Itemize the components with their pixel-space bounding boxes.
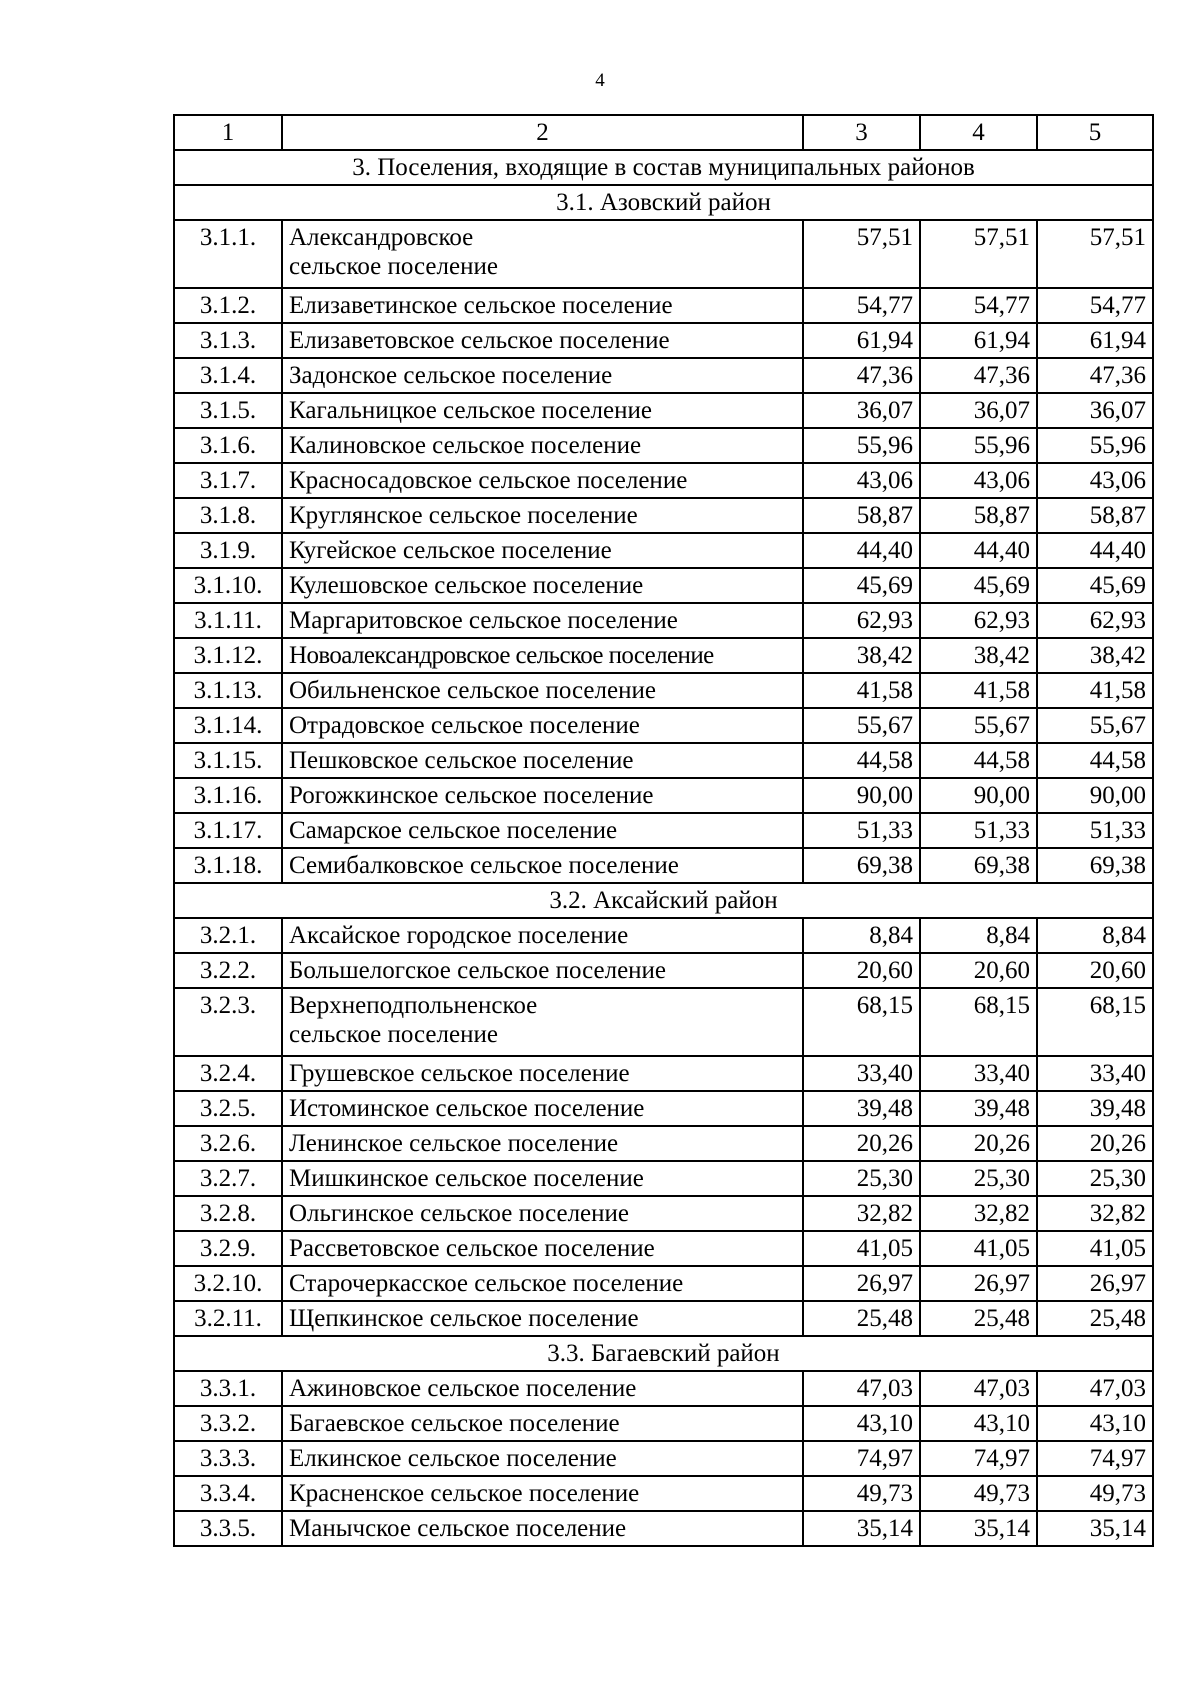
district-title: 3.2. Аксайский район xyxy=(174,883,1153,918)
settlement-name-line: Елкинское сельское поселение xyxy=(289,1445,617,1472)
table-row xyxy=(174,358,1153,393)
settlement-code: 3.3.2. xyxy=(174,1406,282,1441)
value-col-5: 32,82 xyxy=(1037,1196,1153,1231)
table-row xyxy=(174,568,1153,603)
column-number-header-row xyxy=(174,115,1153,150)
settlement-code: 3.2.7. xyxy=(174,1161,282,1196)
column-number-5: 5 xyxy=(1037,115,1153,150)
settlement-name xyxy=(282,288,803,323)
settlement-name-line: Щепкинское сельское поселение xyxy=(289,1305,639,1332)
settlement-name-line: Елизаветовское сельское поселение xyxy=(289,327,670,354)
settlement-code: 3.2.5. xyxy=(174,1091,282,1126)
value-col-4: 74,97 xyxy=(920,1441,1037,1476)
settlement-code: 3.1.3. xyxy=(174,323,282,358)
value-col-3: 35,14 xyxy=(803,1511,920,1546)
settlement-name-line: Новоалександровское сельское поселение xyxy=(289,642,714,669)
value-col-4: 47,03 xyxy=(920,1371,1037,1406)
settlement-code: 3.1.4. xyxy=(174,358,282,393)
table-row xyxy=(174,1126,1153,1161)
value-col-5: 62,93 xyxy=(1037,603,1153,638)
value-col-4: 26,97 xyxy=(920,1266,1037,1301)
table-row xyxy=(174,953,1153,988)
value-col-4: 41,58 xyxy=(920,673,1037,708)
value-col-3: 69,38 xyxy=(803,848,920,883)
settlement-name xyxy=(282,673,803,708)
value-col-4: 25,48 xyxy=(920,1301,1037,1336)
settlement-name-line: Красносадовское сельское поселение xyxy=(289,467,688,494)
value-col-3: 26,97 xyxy=(803,1266,920,1301)
value-col-3: 44,40 xyxy=(803,533,920,568)
value-col-3: 54,77 xyxy=(803,288,920,323)
value-col-5: 58,87 xyxy=(1037,498,1153,533)
settlement-name-line: Пешковское сельское поселение xyxy=(289,747,634,774)
settlement-name xyxy=(282,813,803,848)
settlement-name xyxy=(282,533,803,568)
district-header-row xyxy=(174,185,1153,220)
settlement-code: 3.3.5. xyxy=(174,1511,282,1546)
settlement-name xyxy=(282,1406,803,1441)
settlement-code: 3.1.12. xyxy=(174,638,282,673)
table-row xyxy=(174,1266,1153,1301)
settlement-code: 3.2.4. xyxy=(174,1056,282,1091)
settlement-code: 3.3.4. xyxy=(174,1476,282,1511)
value-col-3: 43,10 xyxy=(803,1406,920,1441)
settlement-name xyxy=(282,638,803,673)
column-number-1: 1 xyxy=(174,115,282,150)
value-col-5: 55,96 xyxy=(1037,428,1153,463)
value-col-5: 43,10 xyxy=(1037,1406,1153,1441)
value-col-4: 57,51 xyxy=(920,220,1037,288)
value-col-3: 32,82 xyxy=(803,1196,920,1231)
value-col-4: 36,07 xyxy=(920,393,1037,428)
value-col-4: 55,96 xyxy=(920,428,1037,463)
table-row xyxy=(174,708,1153,743)
value-col-4: 61,94 xyxy=(920,323,1037,358)
value-col-5: 20,26 xyxy=(1037,1126,1153,1161)
value-col-5: 38,42 xyxy=(1037,638,1153,673)
settlement-name-line: Самарское сельское поселение xyxy=(289,817,618,844)
value-col-3: 25,30 xyxy=(803,1161,920,1196)
settlement-code: 3.2.8. xyxy=(174,1196,282,1231)
table-row xyxy=(174,463,1153,498)
value-col-4: 33,40 xyxy=(920,1056,1037,1091)
value-col-5: 33,40 xyxy=(1037,1056,1153,1091)
value-col-5: 57,51 xyxy=(1037,220,1153,288)
settlement-code: 3.3.3. xyxy=(174,1441,282,1476)
value-col-4: 68,15 xyxy=(920,988,1037,1056)
settlement-name xyxy=(282,393,803,428)
settlement-name xyxy=(282,1126,803,1161)
value-col-4: 44,40 xyxy=(920,533,1037,568)
value-col-4: 39,48 xyxy=(920,1091,1037,1126)
settlement-name xyxy=(282,358,803,393)
value-col-5: 44,40 xyxy=(1037,533,1153,568)
value-col-4: 43,06 xyxy=(920,463,1037,498)
settlement-code: 3.1.9. xyxy=(174,533,282,568)
settlement-name xyxy=(282,918,803,953)
settlement-name xyxy=(282,498,803,533)
value-col-4: 90,00 xyxy=(920,778,1037,813)
settlement-name xyxy=(282,953,803,988)
settlement-name xyxy=(282,1196,803,1231)
settlement-code: 3.2.6. xyxy=(174,1126,282,1161)
value-col-3: 55,96 xyxy=(803,428,920,463)
settlement-code: 3.1.7. xyxy=(174,463,282,498)
district-header-row xyxy=(174,883,1153,918)
table-row xyxy=(174,603,1153,638)
settlement-code: 3.1.14. xyxy=(174,708,282,743)
settlement-name-line: Старочеркасское сельское поселение xyxy=(289,1270,684,1297)
settlement-name xyxy=(282,1056,803,1091)
district-header-row xyxy=(174,1336,1153,1371)
settlement-code: 3.1.13. xyxy=(174,673,282,708)
table-row xyxy=(174,323,1153,358)
settlement-name-line: Ольгинское сельское поселение xyxy=(289,1200,629,1227)
settlement-name-line: Рогожкинское сельское поселение xyxy=(289,782,654,809)
value-col-5: 35,14 xyxy=(1037,1511,1153,1546)
settlement-name-line: Обильненское сельское поселение xyxy=(289,677,656,704)
value-col-3: 90,00 xyxy=(803,778,920,813)
table-row xyxy=(174,220,1153,288)
table-row xyxy=(174,1371,1153,1406)
value-col-5: 25,30 xyxy=(1037,1161,1153,1196)
table-row xyxy=(174,848,1153,883)
settlement-name xyxy=(282,1441,803,1476)
value-col-5: 36,07 xyxy=(1037,393,1153,428)
column-number-4: 4 xyxy=(920,115,1037,150)
settlement-name xyxy=(282,988,803,1056)
value-col-3: 43,06 xyxy=(803,463,920,498)
settlement-code: 3.1.2. xyxy=(174,288,282,323)
value-col-4: 58,87 xyxy=(920,498,1037,533)
table-row xyxy=(174,288,1153,323)
settlement-code: 3.1.5. xyxy=(174,393,282,428)
value-col-3: 20,60 xyxy=(803,953,920,988)
settlement-name xyxy=(282,1371,803,1406)
column-number-3: 3 xyxy=(803,115,920,150)
district-title: 3.3. Багаевский район xyxy=(174,1336,1153,1371)
section-title-row xyxy=(174,150,1153,185)
settlement-name-line: Семибалковское сельское поселение xyxy=(289,852,679,879)
value-col-4: 49,73 xyxy=(920,1476,1037,1511)
settlement-name-line: Маргаритовское сельское поселение xyxy=(289,607,678,634)
settlement-name-line: Кулешовское сельское поселение xyxy=(289,572,644,599)
settlements-table xyxy=(173,114,1154,1547)
settlement-name-line: Истоминское сельское поселение xyxy=(289,1095,645,1122)
settlement-name-line: Большелогское сельское поселение xyxy=(289,957,667,984)
value-col-3: 51,33 xyxy=(803,813,920,848)
settlement-name-line: Круглянское сельское поселение xyxy=(289,502,638,529)
settlement-name-line: Ленинское сельское поселение xyxy=(289,1130,619,1157)
settlement-name-line: Верхнеподпольненское xyxy=(289,992,538,1019)
settlement-name xyxy=(282,1511,803,1546)
table-row xyxy=(174,1511,1153,1546)
settlement-code: 3.1.6. xyxy=(174,428,282,463)
settlement-code: 3.2.2. xyxy=(174,953,282,988)
table-row xyxy=(174,1301,1153,1336)
column-number-2: 2 xyxy=(282,115,803,150)
value-col-4: 55,67 xyxy=(920,708,1037,743)
settlement-code: 3.2.3. xyxy=(174,988,282,1056)
value-col-4: 35,14 xyxy=(920,1511,1037,1546)
value-col-4: 25,30 xyxy=(920,1161,1037,1196)
value-col-3: 45,69 xyxy=(803,568,920,603)
value-col-4: 43,10 xyxy=(920,1406,1037,1441)
table-row xyxy=(174,1231,1153,1266)
value-col-3: 20,26 xyxy=(803,1126,920,1161)
value-col-5: 61,94 xyxy=(1037,323,1153,358)
settlement-code: 3.1.10. xyxy=(174,568,282,603)
value-col-3: 33,40 xyxy=(803,1056,920,1091)
table-row xyxy=(174,1091,1153,1126)
value-col-5: 39,48 xyxy=(1037,1091,1153,1126)
settlement-code: 3.2.1. xyxy=(174,918,282,953)
settlement-code: 3.2.9. xyxy=(174,1231,282,1266)
table-row xyxy=(174,428,1153,463)
value-col-3: 44,58 xyxy=(803,743,920,778)
value-col-4: 38,42 xyxy=(920,638,1037,673)
settlement-name xyxy=(282,323,803,358)
value-col-5: 41,58 xyxy=(1037,673,1153,708)
district-title: 3.1. Азовский район xyxy=(174,185,1153,220)
value-col-5: 47,36 xyxy=(1037,358,1153,393)
value-col-3: 61,94 xyxy=(803,323,920,358)
value-col-5: 74,97 xyxy=(1037,1441,1153,1476)
value-col-5: 69,38 xyxy=(1037,848,1153,883)
value-col-3: 25,48 xyxy=(803,1301,920,1336)
value-col-4: 20,26 xyxy=(920,1126,1037,1161)
value-col-4: 41,05 xyxy=(920,1231,1037,1266)
value-col-4: 47,36 xyxy=(920,358,1037,393)
settlement-name-line: Рассветовское сельское поселение xyxy=(289,1235,655,1262)
value-col-3: 68,15 xyxy=(803,988,920,1056)
table-row xyxy=(174,638,1153,673)
settlement-name xyxy=(282,1231,803,1266)
settlement-name xyxy=(282,568,803,603)
value-col-3: 58,87 xyxy=(803,498,920,533)
settlement-name-line: Кугейское сельское поселение xyxy=(289,537,612,564)
settlement-code: 3.1.11. xyxy=(174,603,282,638)
settlement-name xyxy=(282,848,803,883)
value-col-3: 41,05 xyxy=(803,1231,920,1266)
table-row xyxy=(174,1441,1153,1476)
settlement-code: 3.1.18. xyxy=(174,848,282,883)
table-row xyxy=(174,1196,1153,1231)
settlement-name-line: Аксайское городское поселение xyxy=(289,922,629,949)
value-col-3: 57,51 xyxy=(803,220,920,288)
value-col-3: 74,97 xyxy=(803,1441,920,1476)
table-row xyxy=(174,1476,1153,1511)
settlement-name xyxy=(282,463,803,498)
settlement-name xyxy=(282,428,803,463)
value-col-5: 90,00 xyxy=(1037,778,1153,813)
settlement-name-line: Елизаветинское сельское поселение xyxy=(289,292,673,319)
table-row xyxy=(174,918,1153,953)
settlement-name xyxy=(282,1161,803,1196)
value-col-5: 41,05 xyxy=(1037,1231,1153,1266)
settlement-name xyxy=(282,743,803,778)
settlement-name-line: сельское поселение xyxy=(289,253,498,280)
settlement-code: 3.1.15. xyxy=(174,743,282,778)
value-col-5: 44,58 xyxy=(1037,743,1153,778)
section-title: 3. Поселения, входящие в состав муниципальных районов xyxy=(174,150,1153,185)
value-col-3: 36,07 xyxy=(803,393,920,428)
table-row xyxy=(174,778,1153,813)
settlement-name xyxy=(282,778,803,813)
table-row xyxy=(174,988,1153,1056)
value-col-5: 47,03 xyxy=(1037,1371,1153,1406)
value-col-5: 8,84 xyxy=(1037,918,1153,953)
value-col-3: 47,03 xyxy=(803,1371,920,1406)
settlement-name xyxy=(282,708,803,743)
value-col-4: 54,77 xyxy=(920,288,1037,323)
settlement-name-line: Александровское xyxy=(289,224,474,251)
settlement-name xyxy=(282,1091,803,1126)
value-col-4: 20,60 xyxy=(920,953,1037,988)
table-row xyxy=(174,1406,1153,1441)
value-col-5: 68,15 xyxy=(1037,988,1153,1056)
value-col-5: 20,60 xyxy=(1037,953,1153,988)
settlement-code: 3.1.8. xyxy=(174,498,282,533)
table-row xyxy=(174,533,1153,568)
settlement-name-line: Ажиновское сельское поселение xyxy=(289,1375,637,1402)
value-col-5: 43,06 xyxy=(1037,463,1153,498)
settlement-name xyxy=(282,1266,803,1301)
value-col-4: 62,93 xyxy=(920,603,1037,638)
page-number: 4 xyxy=(595,70,605,91)
settlement-name-line: Задонское сельское поселение xyxy=(289,362,613,389)
settlement-name xyxy=(282,220,803,288)
table-row xyxy=(174,743,1153,778)
value-col-3: 47,36 xyxy=(803,358,920,393)
table-row xyxy=(174,1161,1153,1196)
value-col-4: 51,33 xyxy=(920,813,1037,848)
value-col-3: 38,42 xyxy=(803,638,920,673)
value-col-3: 8,84 xyxy=(803,918,920,953)
value-col-5: 45,69 xyxy=(1037,568,1153,603)
settlement-name-line: Багаевское сельское поселение xyxy=(289,1410,620,1437)
settlement-code: 3.2.10. xyxy=(174,1266,282,1301)
settlement-code: 3.3.1. xyxy=(174,1371,282,1406)
value-col-5: 49,73 xyxy=(1037,1476,1153,1511)
value-col-3: 49,73 xyxy=(803,1476,920,1511)
value-col-4: 8,84 xyxy=(920,918,1037,953)
value-col-5: 25,48 xyxy=(1037,1301,1153,1336)
table-row xyxy=(174,673,1153,708)
settlement-name-line: Мишкинское сельское поселение xyxy=(289,1165,644,1192)
value-col-5: 51,33 xyxy=(1037,813,1153,848)
value-col-3: 62,93 xyxy=(803,603,920,638)
settlement-name xyxy=(282,1301,803,1336)
value-col-3: 39,48 xyxy=(803,1091,920,1126)
settlement-name-line: Калиновское сельское поселение xyxy=(289,432,642,459)
settlement-code: 3.1.16. xyxy=(174,778,282,813)
settlement-name xyxy=(282,1476,803,1511)
settlement-code: 3.1.17. xyxy=(174,813,282,848)
value-col-4: 44,58 xyxy=(920,743,1037,778)
value-col-5: 55,67 xyxy=(1037,708,1153,743)
table-row xyxy=(174,1056,1153,1091)
settlement-code: 3.2.11. xyxy=(174,1301,282,1336)
table-row xyxy=(174,393,1153,428)
value-col-4: 69,38 xyxy=(920,848,1037,883)
settlement-name-line: Кагальницкое сельское поселение xyxy=(289,397,652,424)
settlement-name-line: сельское поселение xyxy=(289,1021,498,1048)
table-row xyxy=(174,498,1153,533)
value-col-4: 32,82 xyxy=(920,1196,1037,1231)
value-col-5: 54,77 xyxy=(1037,288,1153,323)
value-col-3: 41,58 xyxy=(803,673,920,708)
settlement-code: 3.1.1. xyxy=(174,220,282,288)
value-col-5: 26,97 xyxy=(1037,1266,1153,1301)
value-col-4: 45,69 xyxy=(920,568,1037,603)
settlement-name-line: Грушевское сельское поселение xyxy=(289,1060,630,1087)
settlement-name-line: Отрадовское сельское поселение xyxy=(289,712,640,739)
settlement-name-line: Манычское сельское поселение xyxy=(289,1515,627,1542)
table-row xyxy=(174,813,1153,848)
settlement-name xyxy=(282,603,803,638)
settlement-name-line: Красненское сельское поселение xyxy=(289,1480,640,1507)
value-col-3: 55,67 xyxy=(803,708,920,743)
